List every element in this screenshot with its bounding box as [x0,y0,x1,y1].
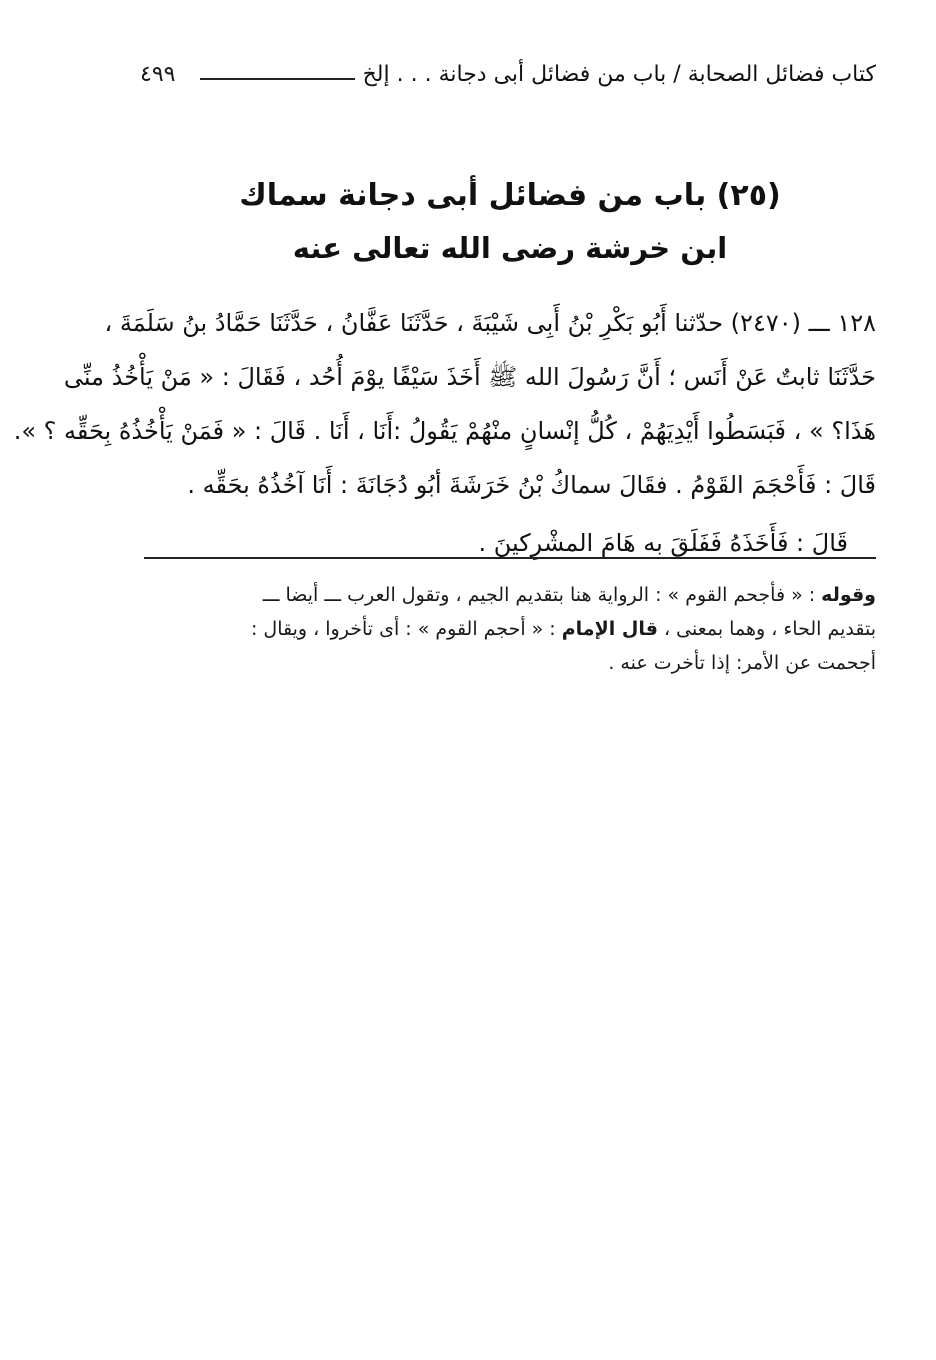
hadith-line: هَذَا؟ » ، فَبَسَطُوا أَيْدِيَهُمْ ، كُلُّ إنْسانٍ منْهُمْ يَقُولُ :أَنَا ، أَنَا . قَالَ : « فَمَنْ يَأْخُذُهُ بِحَقِّه ؟ ». [13,417,876,445]
footnote-line [144,612,876,646]
footnote-imam-label: قال الإمام [561,618,658,640]
running-title: كتاب فضائل الصحابة / باب من فضائل أبى دجانة . . . إلخ [362,62,876,87]
hadith-line: ١٢٨ ـــ (٢٤٧٠) حدّثنا أَبُو بَكْرِ بْنُ أَبِى شَيْبَةَ ، حَدَّثَنَا عَفَّانُ ، حَدَّثَنَا حَمَّادُ بنُ سَلَمَةَ ، [104,309,876,337]
footnote-line: أجحمت عن الأمر: إذا تأخرت عنه . [608,652,876,674]
hadith-line: قَالَ : فَأَحْجَمَ القَوْمُ . فقَالَ سماكُ بْنُ خَرَشَةَ أبُو دُجَانَةَ : أَنَا آخُذُهُ بحَقِّه . [187,471,876,499]
hadith-line: قَالَ : فَأَخَذَهُ فَفَلَقَ به هَامَ المشْرِكينَ . [478,529,848,557]
footnote-divider [144,557,876,559]
footnote-lead-term: وقوله [821,584,876,606]
footnote-text: : « أحجم القوم » : أى تأخروا ، ويقال : [250,618,562,640]
footnote-text: بتقديم الحاء ، وهما بمعنى ، [657,618,876,640]
chapter-title-line-1: (٢٥) باب من فضائل أبى دجانة سماك [239,178,781,213]
page-number: ٤٩٩ [140,62,176,87]
footnote [144,578,876,680]
hadith-line: حَدَّثَنَا ثابتٌ عَنْ أَنَس ؛ أَنَّ رَسُولَ الله ﷺ أَخَذَ سَيْفًا يوْمَ أُحُد ، فَقَالَ : « مَنْ يَأْخُذُ منِّى [63,363,876,391]
footnote-line [144,578,876,612]
chapter-title [150,170,870,274]
footnote-text: : « فأجحم القوم » : الرواية هنا بتقديم الجيم ، وتقول العرب ـــ أيضا ـــ [262,584,822,606]
page-header [140,58,876,92]
header-rule [200,78,355,80]
hadith-text [13,296,876,570]
chapter-title-line-2: ابن خرشة رضى الله تعالى عنه [292,231,728,265]
